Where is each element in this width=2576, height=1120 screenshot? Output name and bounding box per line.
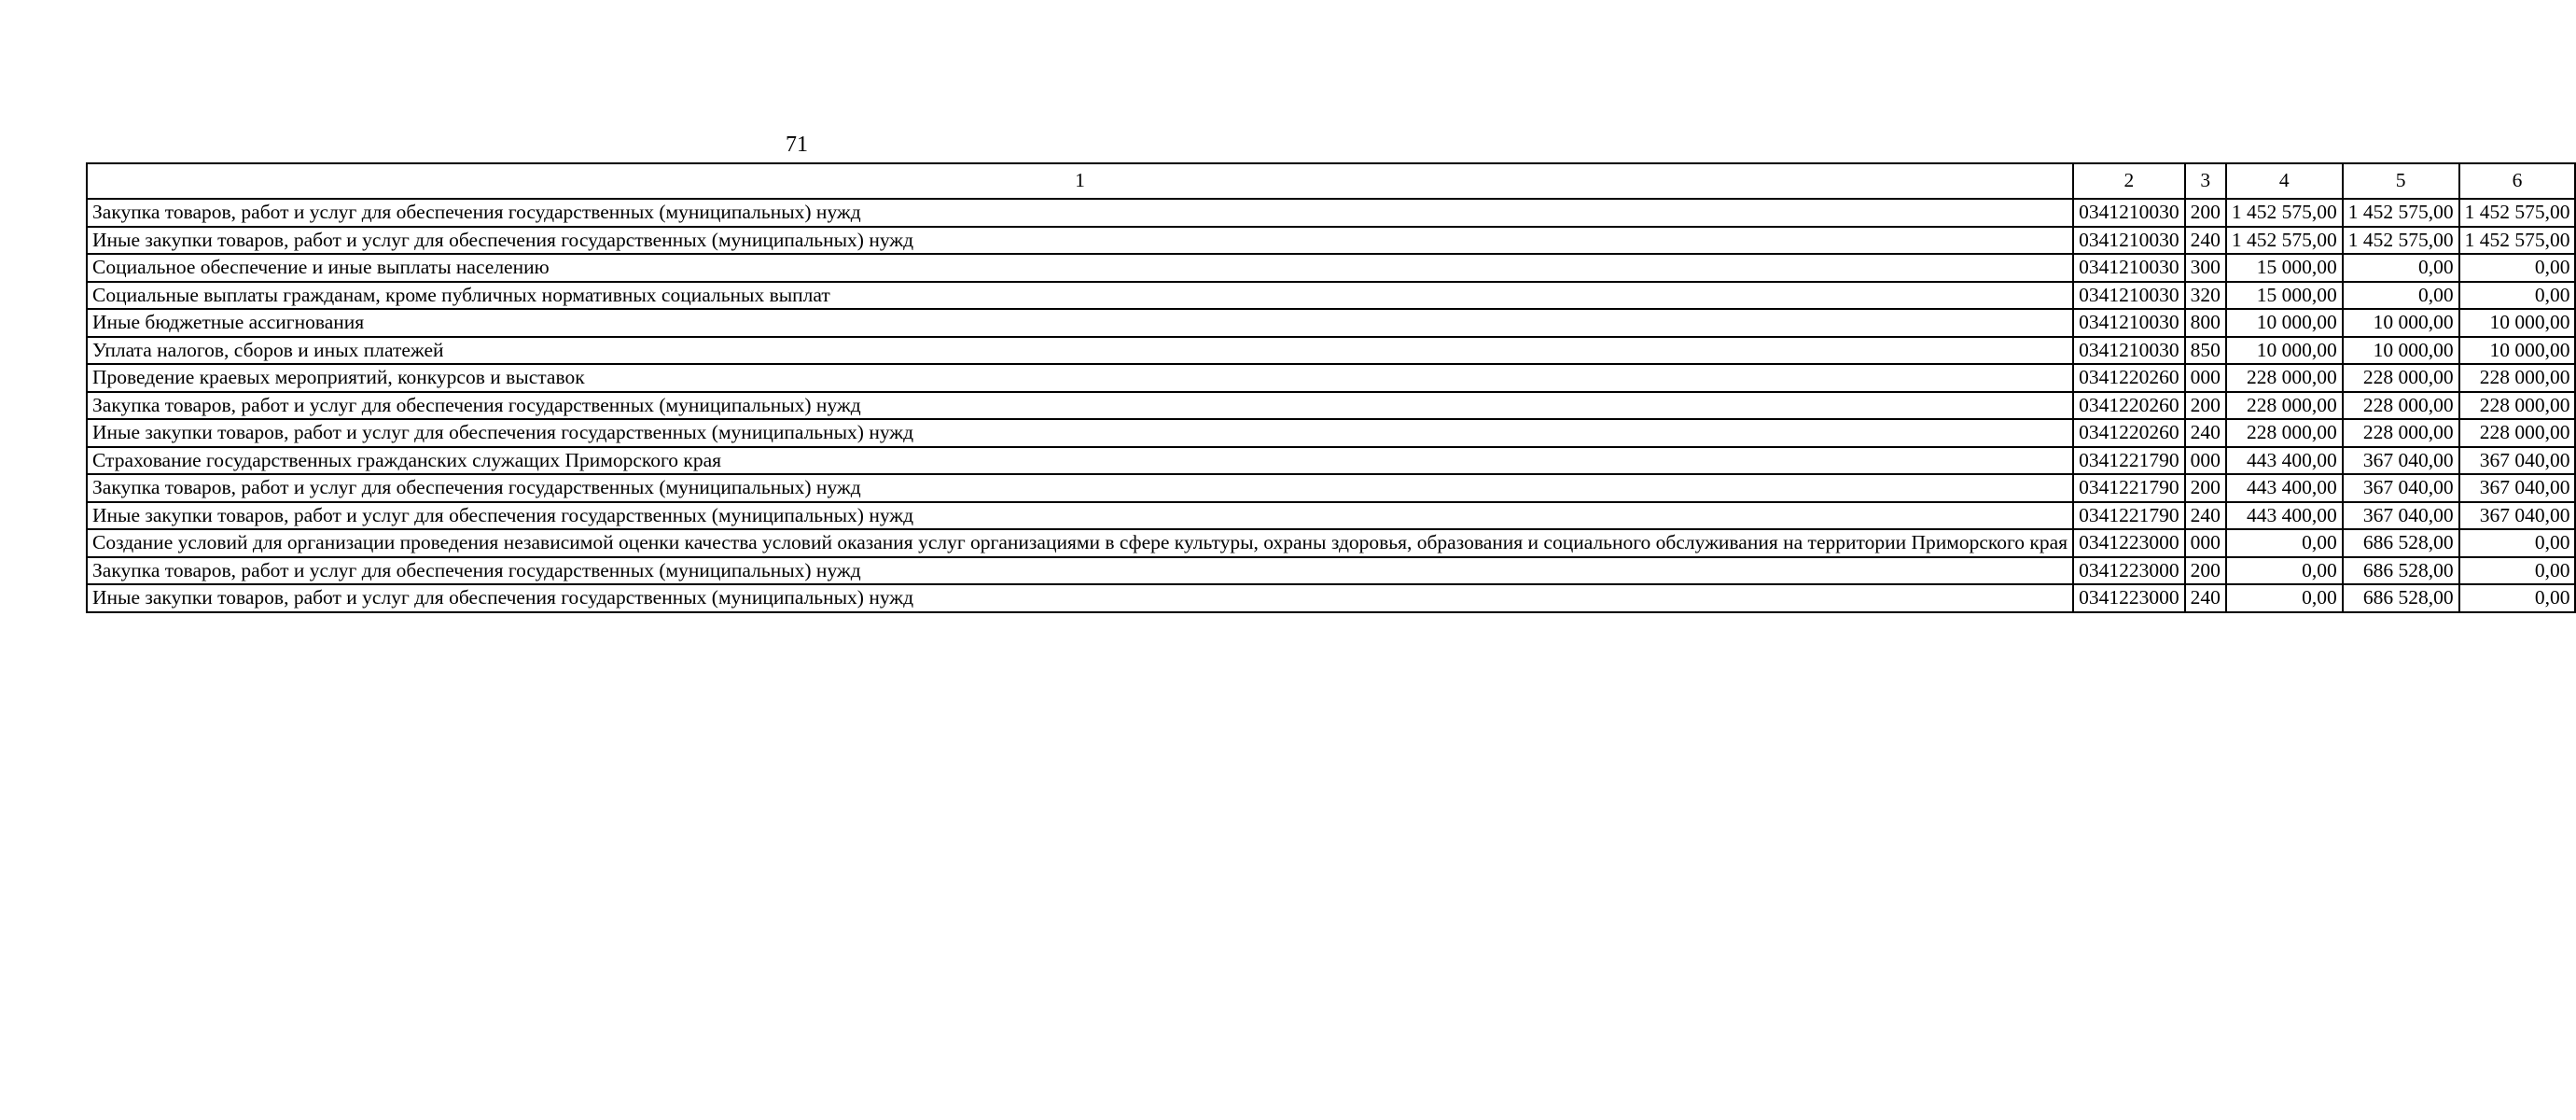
table-row: [87, 529, 2575, 557]
row-name-cell: Закупка товаров, работ и услуг для обеспечения государственных (муниципальных) нужд: [87, 474, 2073, 502]
expense-type-code-cell: 240: [2185, 419, 2226, 447]
amount-col4-cell: 15 000,00: [2226, 254, 2343, 282]
amount-col4-cell: 10 000,00: [2226, 309, 2343, 337]
row-name-cell: Проведение краевых мероприятий, конкурсов и выставок: [87, 364, 2073, 392]
table-row: [87, 337, 2575, 365]
amount-col5-cell: 0,00: [2343, 254, 2459, 282]
column-header-6: 6: [2459, 163, 2576, 199]
amount-col5-cell: 1 452 575,00: [2343, 199, 2459, 227]
target-item-code-cell: 0341221790: [2073, 474, 2185, 502]
table-row: [87, 254, 2575, 282]
target-item-code-cell: 0341220260: [2073, 419, 2185, 447]
amount-col4-cell: 443 400,00: [2226, 447, 2343, 475]
table-row: [87, 419, 2575, 447]
target-item-code-cell: 0341220260: [2073, 392, 2185, 420]
amount-col5-cell: 686 528,00: [2343, 557, 2459, 585]
row-name-cell: Закупка товаров, работ и услуг для обеспечения государственных (муниципальных) нужд: [87, 392, 2073, 420]
expense-type-code-cell: 800: [2185, 309, 2226, 337]
target-item-code-cell: 0341221790: [2073, 502, 2185, 530]
amount-col5-cell: 686 528,00: [2343, 529, 2459, 557]
row-name-cell: Закупка товаров, работ и услуг для обеспечения государственных (муниципальных) нужд: [87, 557, 2073, 585]
expense-type-code-cell: 200: [2185, 557, 2226, 585]
expense-type-code-cell: 200: [2185, 392, 2226, 420]
target-item-code-cell: 0341210030: [2073, 309, 2185, 337]
expense-type-code-cell: 200: [2185, 199, 2226, 227]
amount-col6-cell: 228 000,00: [2459, 364, 2576, 392]
expense-type-code-cell: 000: [2185, 447, 2226, 475]
expense-type-code-cell: 000: [2185, 529, 2226, 557]
amount-col6-cell: 0,00: [2459, 282, 2576, 310]
target-item-code-cell: 0341210030: [2073, 199, 2185, 227]
amount-col6-cell: 10 000,00: [2459, 337, 2576, 365]
table-row: [87, 199, 2575, 227]
amount-col5-cell: 1 452 575,00: [2343, 227, 2459, 255]
amount-col5-cell: 367 040,00: [2343, 447, 2459, 475]
table-row: [87, 474, 2575, 502]
target-item-code-cell: 0341210030: [2073, 254, 2185, 282]
amount-col6-cell: 228 000,00: [2459, 392, 2576, 420]
page-number-text: 71: [786, 133, 808, 157]
row-name-cell: Иные закупки товаров, работ и услуг для обеспечения государственных (муниципальных) нужд: [87, 584, 2073, 612]
amount-col5-cell: 228 000,00: [2343, 419, 2459, 447]
amount-col6-cell: 0,00: [2459, 584, 2576, 612]
expense-type-code-cell: 320: [2185, 282, 2226, 310]
amount-col6-cell: 0,00: [2459, 557, 2576, 585]
target-item-code-cell: 0341223000: [2073, 584, 2185, 612]
expense-type-code-cell: 850: [2185, 337, 2226, 365]
column-header-4: 4: [2226, 163, 2343, 199]
column-header-3: 3: [2185, 163, 2226, 199]
amount-col6-cell: 367 040,00: [2459, 474, 2576, 502]
table-row: [87, 447, 2575, 475]
amount-col6-cell: 0,00: [2459, 254, 2576, 282]
amount-col6-cell: 1 452 575,00: [2459, 227, 2576, 255]
amount-col5-cell: 686 528,00: [2343, 584, 2459, 612]
row-name-cell: Иные закупки товаров, работ и услуг для обеспечения государственных (муниципальных) нужд: [87, 227, 2073, 255]
amount-col4-cell: 0,00: [2226, 529, 2343, 557]
table-header-row: [87, 163, 2575, 199]
target-item-code-cell: 0341220260: [2073, 364, 2185, 392]
table-row: [87, 557, 2575, 585]
page-number: [0, 133, 1578, 157]
table-body: [87, 199, 2575, 612]
amount-col6-cell: 367 040,00: [2459, 447, 2576, 475]
column-header-5: 5: [2343, 163, 2459, 199]
expense-type-code-cell: 300: [2185, 254, 2226, 282]
amount-col4-cell: 443 400,00: [2226, 474, 2343, 502]
amount-col5-cell: 367 040,00: [2343, 502, 2459, 530]
expense-type-code-cell: 240: [2185, 584, 2226, 612]
amount-col4-cell: 228 000,00: [2226, 419, 2343, 447]
column-header-1: 1: [87, 163, 2073, 199]
row-name-cell: Уплата налогов, сборов и иных платежей: [87, 337, 2073, 365]
amount-col4-cell: 1 452 575,00: [2226, 199, 2343, 227]
amount-col6-cell: 0,00: [2459, 529, 2576, 557]
table-row: [87, 502, 2575, 530]
table-row: [87, 392, 2575, 420]
table-row: [87, 364, 2575, 392]
budget-table: [86, 162, 2576, 613]
amount-col5-cell: 367 040,00: [2343, 474, 2459, 502]
amount-col4-cell: 0,00: [2226, 557, 2343, 585]
row-name-cell: Иные закупки товаров, работ и услуг для обеспечения государственных (муниципальных) нужд: [87, 419, 2073, 447]
row-name-cell: Иные закупки товаров, работ и услуг для обеспечения государственных (муниципальных) нужд: [87, 502, 2073, 530]
column-header-2: 2: [2073, 163, 2185, 199]
row-name-cell: Создание условий для организации проведения независимой оценки качества условий оказания услуг организациями в сфере культуры, охраны здоровья, образования и социального обслуживания на территории Приморского края: [87, 529, 2073, 557]
amount-col6-cell: 10 000,00: [2459, 309, 2576, 337]
table-row: [87, 309, 2575, 337]
row-name-cell: Страхование государственных гражданских служащих Приморского края: [87, 447, 2073, 475]
target-item-code-cell: 0341221790: [2073, 447, 2185, 475]
amount-col6-cell: 1 452 575,00: [2459, 199, 2576, 227]
amount-col6-cell: 367 040,00: [2459, 502, 2576, 530]
amount-col4-cell: 10 000,00: [2226, 337, 2343, 365]
row-name-cell: Социальные выплаты гражданам, кроме публичных нормативных социальных выплат: [87, 282, 2073, 310]
target-item-code-cell: 0341210030: [2073, 337, 2185, 365]
expense-type-code-cell: 000: [2185, 364, 2226, 392]
amount-col6-cell: 228 000,00: [2459, 419, 2576, 447]
target-item-code-cell: 0341210030: [2073, 282, 2185, 310]
amount-col5-cell: 228 000,00: [2343, 392, 2459, 420]
target-item-code-cell: 0341210030: [2073, 227, 2185, 255]
row-name-cell: Социальное обеспечение и иные выплаты населению: [87, 254, 2073, 282]
row-name-cell: Иные бюджетные ассигнования: [87, 309, 2073, 337]
amount-col4-cell: 0,00: [2226, 584, 2343, 612]
amount-col4-cell: 228 000,00: [2226, 364, 2343, 392]
amount-col5-cell: 0,00: [2343, 282, 2459, 310]
amount-col4-cell: 15 000,00: [2226, 282, 2343, 310]
amount-col5-cell: 10 000,00: [2343, 309, 2459, 337]
row-name-cell: Закупка товаров, работ и услуг для обеспечения государственных (муниципальных) нужд: [87, 199, 2073, 227]
amount-col5-cell: 10 000,00: [2343, 337, 2459, 365]
table-row: [87, 282, 2575, 310]
table-row: [87, 584, 2575, 612]
target-item-code-cell: 0341223000: [2073, 557, 2185, 585]
expense-type-code-cell: 200: [2185, 474, 2226, 502]
amount-col4-cell: 443 400,00: [2226, 502, 2343, 530]
amount-col4-cell: 1 452 575,00: [2226, 227, 2343, 255]
target-item-code-cell: 0341223000: [2073, 529, 2185, 557]
amount-col4-cell: 228 000,00: [2226, 392, 2343, 420]
table-row: [87, 227, 2575, 255]
amount-col5-cell: 228 000,00: [2343, 364, 2459, 392]
expense-type-code-cell: 240: [2185, 227, 2226, 255]
expense-type-code-cell: 240: [2185, 502, 2226, 530]
